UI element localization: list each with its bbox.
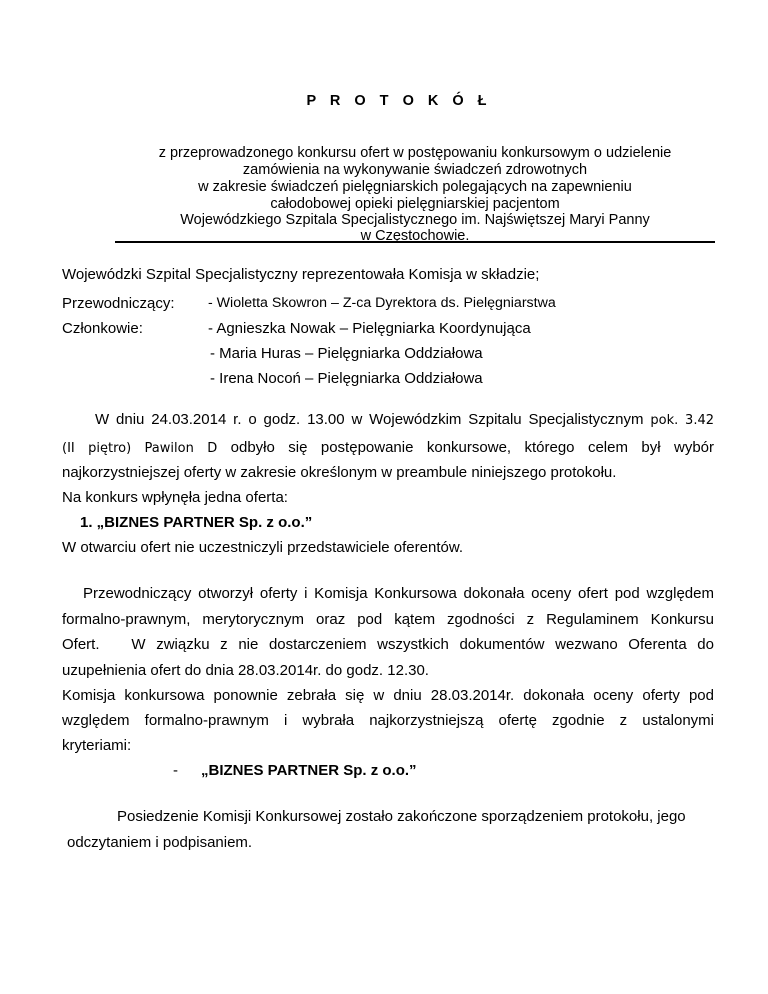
document-title: P R O T O K Ó Ł xyxy=(306,93,492,109)
paragraph-line: Posiedzenie Komisji Konkursowej zostało zakończone sporządzeniem protokołu, jego xyxy=(117,808,686,825)
subtitle-line: zamówienia na wykonywanie świadczeń zdrowotnych xyxy=(242,162,588,178)
offers-intro: Na konkurs wpłynęła jedna oferta: xyxy=(62,489,288,506)
chair-label: Przewodniczący: xyxy=(62,295,175,312)
subtitle-line: Wojewódzkiego Szpitala Specjalistycznego im. Najświętszej Maryi Panny xyxy=(180,212,650,228)
paragraph-line: Przewodniczący otworzył oferty i Komisja Konkursowa dokonała oceny ofert pod względem xyxy=(83,585,714,602)
paragraph-line: uzupełnienia ofert do dnia 28.03.2014r. do godz. 12.30. xyxy=(62,662,429,679)
subtitle-line: w zakresie świadczeń pielęgniarskich polegających na zapewnieniu xyxy=(198,179,632,195)
paragraph-line: względem formalno-prawnym i wybrała najkorzystniejszą ofertę zgodnie z ustalonymi xyxy=(62,712,714,729)
paragraph-line: odczytaniem i podpisaniem. xyxy=(67,834,253,851)
paragraph-line: kryteriami: xyxy=(62,737,132,754)
header-divider xyxy=(115,241,715,243)
member-item: - Agnieszka Nowak – Pielęgniarka Koordynująca xyxy=(208,320,531,337)
subtitle-line: w Częstochowie. xyxy=(360,228,470,244)
text-run: W dniu 24.03.2014 r. o godz. 13.00 w Wojewódzkim Szpitalu Specjalistycznym xyxy=(95,411,644,428)
paragraph-line: najkorzystniejszej oferty w zakresie określonym w preambule niniejszego protokołu. xyxy=(62,464,617,481)
committee-intro: Wojewódzki Szpital Specjalistyczny reprezentowała Komisja w składzie; xyxy=(62,266,540,283)
subtitle-line: z przeprowadzonego konkursu ofert w postępowaniu konkursowym o udzielenie xyxy=(158,145,672,161)
text-run: (II piętro) Pawilon D xyxy=(62,441,218,456)
paragraph-line: formalno-prawnym, merytorycznym oraz pod kątem zgodności z Regulaminem Konkursu xyxy=(62,611,714,628)
paragraph-line xyxy=(95,412,714,427)
subtitle-line: całodobowej opieki pielęgniarskiej pacjentom xyxy=(270,196,560,212)
chair-value: - Wioletta Skowron – Z-ca Dyrektora ds. Pielęgniarstwa xyxy=(208,295,556,311)
paragraph-line xyxy=(62,440,714,455)
winner-name: „BIZNES PARTNER Sp. z o.o.” xyxy=(201,762,417,779)
text-run: pok. 3.42 xyxy=(650,413,715,428)
paragraph-line: Komisja konkursowa ponownie zebrała się w dniu 28.03.2014r. dokonała oceny oferty pod xyxy=(62,687,714,704)
member-item: - Maria Huras – Pielęgniarka Oddziałowa xyxy=(210,345,483,362)
paragraph-line: Ofert. W związku z nie dostarczeniem wszystkich dokumentów wezwano Oferenta do xyxy=(62,636,714,653)
members-label: Członkowie: xyxy=(62,320,143,337)
text-run: odbyło się postępowanie konkursowe, którego celem był wybór xyxy=(230,439,714,456)
offer-item: 1. „BIZNES PARTNER Sp. z o.o.” xyxy=(80,514,313,531)
winner-dash: - xyxy=(173,762,178,779)
member-item: - Irena Nocoń – Pielęgniarka Oddziałowa xyxy=(210,370,483,387)
opening-note: W otwarciu ofert nie uczestniczyli przedstawiciele oferentów. xyxy=(62,539,464,556)
